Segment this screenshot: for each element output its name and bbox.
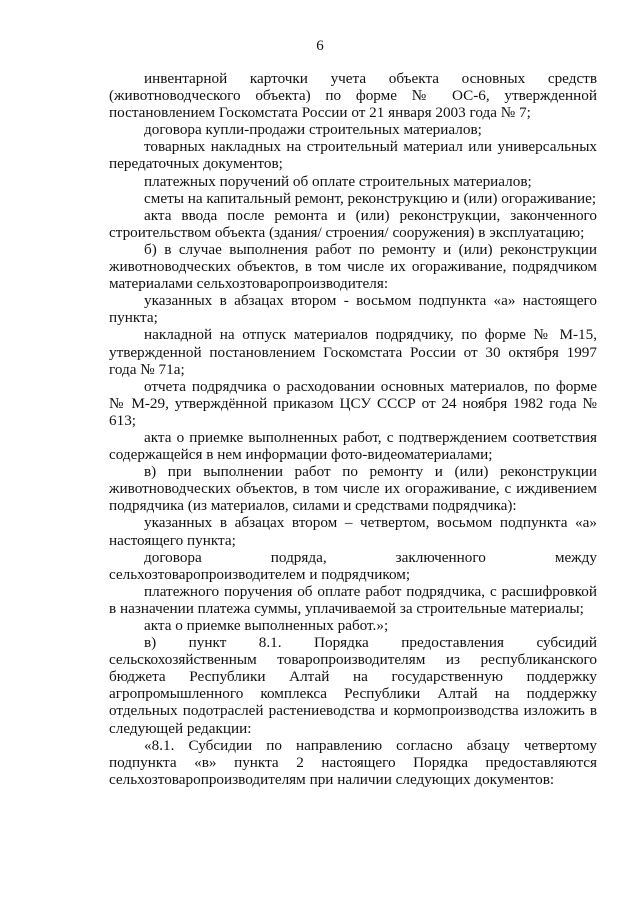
paragraph: указанных в абзацах втором - восьмом подпункта «а» настоящего пункта; (109, 292, 597, 327)
paragraph: инвентарной карточки учета объекта основных средств (животноводческого объекта) по форме № ОС-6, утвержденной постановлением Госкомстата России от 21 января 2003 года № 7; (109, 70, 597, 122)
paragraph: «8.1. Субсидии по направлению согласно абзацу четвертому подпункта «в» пункта 2 настоящего Порядка предоставляются сельхозтоваропроизводителям при наличии следующих документов: (109, 736, 597, 788)
paragraph: акта о приемке выполненных работ.»; (144, 617, 389, 634)
paragraph: договора купли-продажи строительных материалов; (144, 121, 482, 139)
paragraph: указанных в абзацах втором – четвертом, восьмом подпункта «а» настоящего пункта; (109, 514, 597, 549)
paragraph: акта ввода после ремонта и (или) реконструкции, законченного строительством объекта (здания/ строения/ сооружения) в эксплуатацию; (109, 206, 597, 241)
paragraph: договора подряда, заключенного между сельхозтоваропроизводителем и подрядчиком; (109, 548, 597, 583)
page-number: 6 (316, 38, 324, 54)
paragraph: накладной на отпуск материалов подрядчику, по форме № М-15, утвержденной постановлением Госкомстата России от 30 октября 1997 года № 71а; (109, 326, 597, 378)
paragraph: акта о приемке выполненных работ, с подтверждением соответствия содержащейся в нем информации фото-видеоматериалами; (109, 428, 597, 464)
paragraph: сметы на капитальный ремонт, реконструкцию и (или) огораживание; (144, 189, 597, 207)
paragraph: платежного поручения об оплате работ подрядчика, с расшифровкой в назначении платежа суммы, уплачиваемой за строительные материалы; (109, 582, 597, 617)
paragraph: товарных накладных на строительный материал или универсальных передаточных документов; (109, 138, 597, 173)
paragraph: платежных поручений об оплате строительных материалов; (144, 172, 532, 190)
document-body (109, 70, 597, 788)
paragraph: в) пункт 8.1. Порядка предоставления субсидий сельскохозяйственным товаропроизводителям из республиканского бюджета Республики Алтай на государственную поддержку агропромышленного комплекса Республики Алтай на поддержку отдельных подотраслей растениеводства и кормопроизводства изложить в следующей редакции: (109, 634, 597, 737)
paragraph: б) в случае выполнения работ по ремонту и (или) реконструкции животноводческих объектов, в том числе их огораживание, подрядчиком материалами сельхозтоваропроизводителя: (109, 240, 597, 293)
paragraph: в) при выполнении работ по ремонту и (или) реконструкции животноводческих объектов, в том числе их огораживание, с иждивением подрядчика (из материалов, силами и средствами подрядчика): (109, 463, 597, 515)
paragraph: отчета подрядчика о расходовании основных материалов, по форме № М-29, утверждённой приказом ЦСУ СССР от 24 ноября 1982 года № 613; (109, 377, 597, 429)
